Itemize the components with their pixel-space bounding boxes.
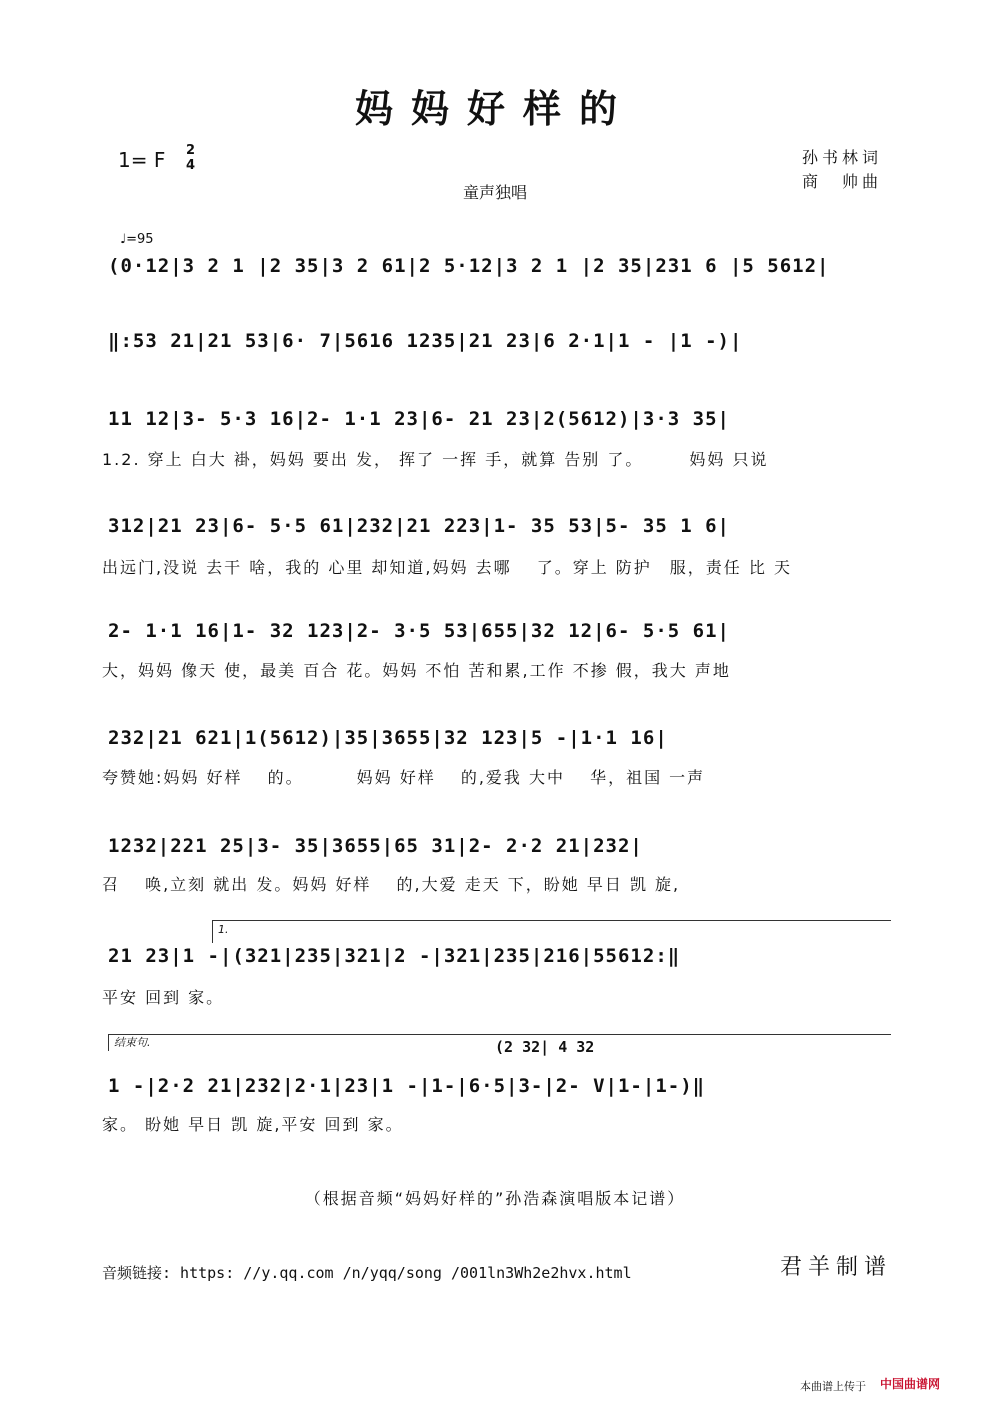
- tempo-marking: ♩=95: [120, 232, 154, 247]
- performance-type: 童声独唱: [462, 183, 527, 202]
- alternate-notes: (2 32| 4 32: [495, 1038, 595, 1056]
- lyrics-row-8: 平安 回到 家。: [102, 988, 225, 1007]
- time-bottom: 4: [186, 158, 196, 173]
- lyricist: 孙书林词: [801, 148, 882, 167]
- time-signature: [186, 143, 195, 173]
- notes: 312|21 23|6- 5·5 61|232|21 223|1- 35 53|5- 35 1 6|: [108, 515, 730, 537]
- composer: 商 帅曲: [801, 172, 882, 191]
- lyrics-row-7: 召 唤,立刻 就出 发。妈妈 好样 的,大爱 走天 下，盼她 早日 凯 旋,: [102, 875, 681, 894]
- key-signature: 1= F: [118, 148, 166, 172]
- lyrics-row-4: 出远门,没说 去干 啥，我的 心里 却知道,妈妈 去哪 了。穿上 防护 服，责任 比 天: [102, 558, 792, 577]
- notes: ‖:53 21|21 53|6· 7|5616 1235|21 23|6 2·1|1 - |1 -)|: [108, 330, 743, 352]
- volta-label: 1.: [218, 923, 229, 936]
- score-row-3: [108, 408, 893, 444]
- transcriber-signature: 君羊制谱: [780, 1255, 893, 1280]
- song-title: 妈妈好样的: [354, 86, 635, 131]
- notes: 1 -|2·2 21|232|2·1|23|1 -|1-|6·5|3-|2- V|1-|1-)‖: [108, 1075, 706, 1097]
- notes: 232|21 621|1(5612)|35|3655|32 123|5 -|1·1 16|: [108, 727, 668, 749]
- lyrics-row-9: 家。 盼她 早日 凯 旋,平安 回到 家。: [102, 1115, 404, 1134]
- notes: 2- 1·1 16|1- 32 123|2- 3·5 53|655|32 12|6- 5·5 61|: [108, 620, 730, 642]
- score-row-4: [108, 515, 893, 551]
- time-top: 2: [186, 143, 196, 158]
- score-row-9: [108, 1075, 893, 1111]
- score-row-7: [108, 835, 893, 871]
- ending-label: 结束句.: [114, 1036, 151, 1049]
- lyrics-row-3: 1.2. 穿上 白大 褂，妈妈 要出 发， 挥了 一挥 手，就算 告别 了。 妈妈 只说: [102, 450, 769, 469]
- notes: 21 23|1 -|(321|235|321|2 -|321|235|216|55612:‖: [108, 945, 681, 967]
- score-row-8: [108, 945, 893, 981]
- score-row-1: [108, 255, 893, 291]
- credits: [802, 146, 882, 194]
- score-row-5: [108, 620, 893, 656]
- volta-bracket: [212, 920, 891, 943]
- score-row-2: [108, 330, 893, 366]
- footer-text: 本曲谱上传于: [800, 1380, 866, 1393]
- lyrics-row-6: 夸赞她:妈妈 好样 的。 妈妈 好样 的,爱我 大中 华，祖国 一声: [102, 768, 706, 787]
- notes: (0·12|3 2 1 |2 35|3 2 61|2 5·12|3 2 1 |2 35|231 6 |5 5612|: [108, 255, 830, 277]
- lyrics-row-5: 大，妈妈 像天 使，最美 百合 花。妈妈 不怕 苦和累,工作 不掺 假，我大 声地: [102, 661, 731, 680]
- score-row-6: [108, 727, 893, 763]
- source-note: （根据音频“妈妈好样的”孙浩森演唱版本记谱）: [304, 1189, 686, 1208]
- notes: 11 12|3- 5·3 16|2- 1·1 23|6- 21 23|2(5612)|3·3 35|: [108, 408, 730, 430]
- audio-link[interactable]: 音频链接: https: //y.qq.com /n/yqq/song /001ln3Wh2e2hvx.html: [102, 1264, 632, 1282]
- notes: 1232|221 25|3- 35|3655|65 31|2- 2·2 21|232|: [108, 835, 643, 857]
- site-logo[interactable]: 中国曲谱网: [880, 1377, 941, 1391]
